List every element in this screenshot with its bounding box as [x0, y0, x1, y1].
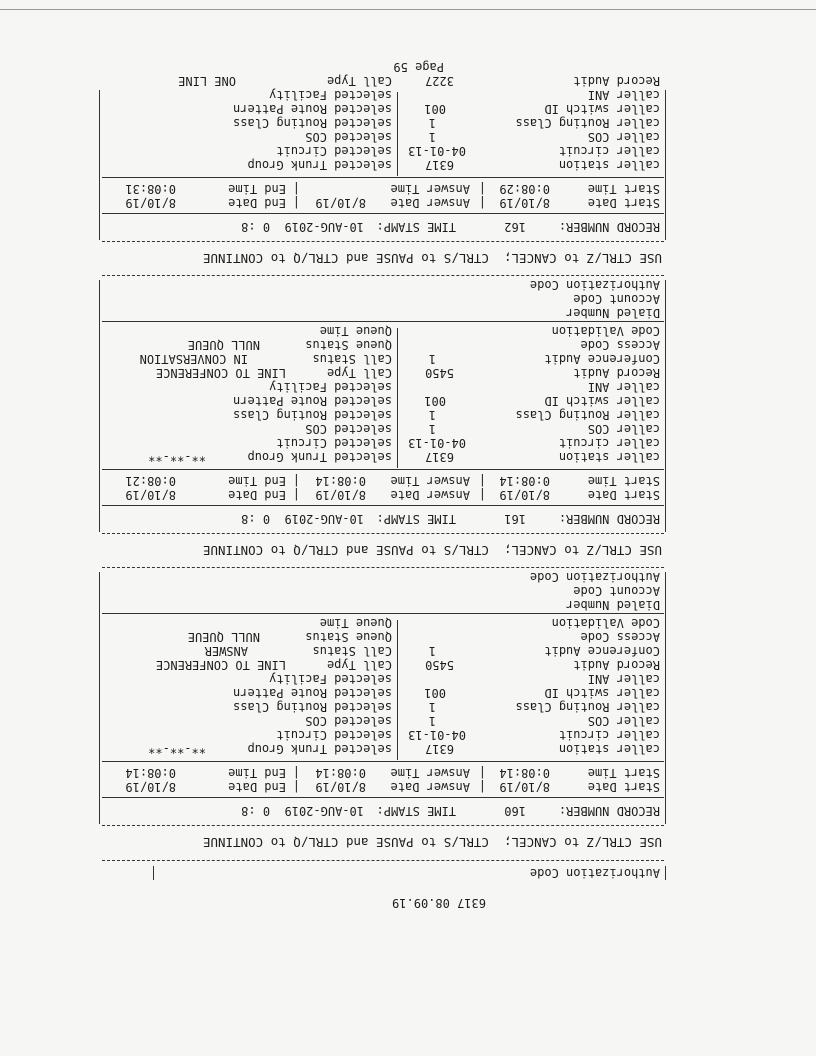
left-border	[665, 280, 666, 532]
call-status: IN CONVERSATION	[139, 352, 248, 366]
rule	[102, 505, 664, 506]
column-divider: |	[478, 196, 486, 210]
end-date: 8/10/19	[125, 780, 176, 794]
column-divider: |	[478, 182, 486, 196]
dashed-rule	[102, 275, 664, 276]
call-type: LINE TO CONFERENCE	[155, 366, 286, 380]
control-instructions: USE CTRL/Z to CANCEL; CTRL/S to PAUSE and CTRL/Q to CONTINUE	[202, 835, 662, 850]
answer-date-label: Answer Date	[390, 780, 470, 794]
caller-switch-id-label: caller switch ID	[544, 686, 660, 700]
time-stamp-label: TIME STAMP:	[376, 512, 456, 526]
end-time: 0:08:31	[125, 182, 176, 196]
control-instructions: USE CTRL/Z to CANCEL; CTRL/S to PAUSE and CTRL/Q to CONTINUE	[202, 543, 662, 558]
time-stamp: 10-AUG-2019 0 :8	[241, 512, 364, 526]
right-border	[99, 280, 100, 532]
conference-audit: 1	[428, 644, 436, 658]
selected-trunk-group-label: selected Trunk Group	[247, 742, 392, 756]
column-divider: |	[292, 780, 300, 794]
rule	[102, 613, 664, 614]
record-number: 161	[504, 512, 526, 526]
queue-time-label: Queue Time	[319, 324, 392, 338]
access-code-label: Access Code	[580, 630, 660, 644]
record-audit: 3227	[425, 74, 454, 88]
selected-facility-label: selected Facility	[269, 88, 392, 102]
left-border	[665, 572, 666, 824]
answer-time-label: Answer Time	[390, 766, 470, 780]
caller-cos-label: caller COS	[587, 130, 660, 144]
column-divider: |	[292, 488, 300, 502]
answer-time: 0:08:14	[315, 766, 366, 780]
selected-route-pattern-label: selected Route Pattern	[233, 102, 392, 116]
selected-routing-class-label: selected Routing Class	[233, 116, 392, 130]
page-number: Page 59	[393, 60, 444, 74]
end-date: 8/10/19	[125, 196, 176, 210]
column-divider	[397, 92, 398, 176]
start-time: 0:08:29	[499, 182, 550, 196]
queue-time-label: Queue Time	[319, 616, 392, 630]
column-divider: |	[292, 766, 300, 780]
selected-route-pattern-label: selected Route Pattern	[233, 686, 392, 700]
caller-circuit: 04-01-13	[408, 436, 466, 450]
scan-edge	[0, 9, 816, 10]
record-audit: 5450	[425, 658, 454, 672]
queue-status: NULL QUEUE	[187, 338, 260, 352]
rule	[102, 213, 664, 214]
selected-cos-label: selected COS	[305, 714, 392, 728]
caller-cos: 1	[428, 130, 436, 144]
call-type-label: Call Type	[326, 366, 392, 380]
queue-status-label: Queue Status	[305, 630, 392, 644]
caller-switch-id: 001	[424, 102, 446, 116]
time-stamp-label: TIME STAMP:	[376, 220, 456, 234]
dialed-number-label: Dialed Number	[566, 598, 660, 612]
dialed-number-label: Dialed Number	[566, 306, 660, 320]
start-date: 8/10/19	[499, 780, 550, 794]
caller-station-label: caller station	[558, 450, 660, 464]
caller-circuit: 04-01-13	[408, 728, 466, 742]
rule	[102, 761, 664, 762]
start-date-label: Start Date	[587, 780, 660, 794]
time-stamp-label: TIME STAMP:	[376, 804, 456, 818]
selected-trunk-group: **-**-**	[148, 450, 206, 464]
end-time-label: End Time	[228, 474, 286, 488]
selected-facility-label: selected Facility	[269, 380, 392, 394]
selected-circuit-label: selected Circuit	[276, 144, 392, 158]
rule	[102, 797, 664, 798]
caller-routing-class-label: caller Routing Class	[515, 116, 660, 130]
account-code-label: Account Code	[573, 292, 660, 306]
selected-facility-label: selected Facility	[269, 672, 392, 686]
column-divider: |	[478, 488, 486, 502]
dashed-rule	[102, 533, 664, 534]
caller-cos: 1	[428, 714, 436, 728]
record-audit-label: Record Audit	[573, 658, 660, 672]
right-border	[153, 866, 154, 880]
column-divider: |	[478, 780, 486, 794]
answer-date: 8/10/19	[315, 488, 366, 502]
start-date-label: Start Date	[587, 196, 660, 210]
caller-circuit-label: caller circuit	[558, 728, 660, 742]
caller-routing-class-label: caller Routing Class	[515, 700, 660, 714]
call-type-label: Call Type	[326, 658, 392, 672]
selected-cos-label: selected COS	[305, 130, 392, 144]
answer-date: 8/10/19	[315, 780, 366, 794]
call-type-label: Call Type	[326, 74, 392, 88]
end-time: 0:08:21	[125, 474, 176, 488]
record-audit: 5450	[425, 366, 454, 380]
start-time: 0:08:14	[499, 766, 550, 780]
caller-cos: 1	[428, 422, 436, 436]
selected-trunk-group-label: selected Trunk Group	[247, 450, 392, 464]
answer-date-label: Answer Date	[390, 488, 470, 502]
call-status-label: Call Status	[312, 644, 392, 658]
answer-time-label: Answer Time	[390, 474, 470, 488]
answer-date-label: Answer Date	[390, 196, 470, 210]
record-number: 160	[504, 804, 526, 818]
code-validation-label: Code Validation	[551, 324, 660, 338]
column-divider: |	[478, 766, 486, 780]
column-divider: |	[292, 182, 300, 196]
left-border	[665, 866, 666, 880]
caller-switch-id: 001	[424, 686, 446, 700]
caller-switch-id: 001	[424, 394, 446, 408]
end-time-label: End Time	[228, 766, 286, 780]
queue-status: NULL QUEUE	[187, 630, 260, 644]
account-code-label: Account Code	[573, 584, 660, 598]
authorization-code-label: Authorization Code	[529, 570, 660, 584]
column-divider: |	[292, 474, 300, 488]
queue-status-label: Queue Status	[305, 338, 392, 352]
time-stamp: 10-AUG-2019 0 :8	[241, 220, 364, 234]
code-validation-label: Code Validation	[551, 616, 660, 630]
caller-circuit-label: caller circuit	[558, 144, 660, 158]
column-divider: |	[292, 196, 300, 210]
caller-station: 6317	[425, 742, 454, 756]
end-date-label: End Date	[228, 488, 286, 502]
end-date-label: End Date	[228, 780, 286, 794]
selected-trunk-group: **-**-**	[148, 742, 206, 756]
selected-circuit-label: selected Circuit	[276, 728, 392, 742]
start-time-label: Start Time	[587, 474, 660, 488]
record-number: 162	[504, 220, 526, 234]
caller-circuit: 04-01-13	[408, 144, 466, 158]
record-audit-label: Record Audit	[573, 366, 660, 380]
left-border	[665, 90, 666, 240]
caller-station-label: caller station	[558, 742, 660, 756]
conference-audit-label: Conference Audit	[544, 644, 660, 658]
caller-station-label: caller station	[558, 158, 660, 172]
start-time: 0:08:14	[499, 474, 550, 488]
record-number-label: RECORD NUMBER:	[558, 804, 660, 818]
selected-routing-class-label: selected Routing Class	[233, 700, 392, 714]
conference-audit-label: Conference Audit	[544, 352, 660, 366]
start-date-label: Start Date	[587, 488, 660, 502]
right-border	[99, 572, 100, 824]
selected-routing-class-label: selected Routing Class	[233, 408, 392, 422]
selected-circuit-label: selected Circuit	[276, 436, 392, 450]
column-divider	[397, 620, 398, 760]
caller-routing-class: 1	[428, 700, 436, 714]
record-audit-label: Record Audit	[573, 74, 660, 88]
call-type: LINE TO CONFERENCE	[155, 658, 286, 672]
time-stamp: 10-AUG-2019 0 :8	[241, 804, 364, 818]
start-date: 8/10/19	[499, 196, 550, 210]
rule	[102, 177, 664, 178]
dashed-rule	[102, 860, 664, 861]
answer-time: 0:08:14	[315, 474, 366, 488]
caller-routing-class: 1	[428, 408, 436, 422]
end-time: 0:08:14	[125, 766, 176, 780]
selected-trunk-group-label: selected Trunk Group	[247, 158, 392, 172]
caller-ani-label: caller ANI	[587, 380, 660, 394]
authorization-code-label: Authorization Code	[529, 278, 660, 292]
selected-route-pattern-label: selected Route Pattern	[233, 394, 392, 408]
start-time-label: Start Time	[587, 182, 660, 196]
record-number-label: RECORD NUMBER:	[558, 220, 660, 234]
start-time-label: Start Time	[587, 766, 660, 780]
start-date: 8/10/19	[499, 488, 550, 502]
dashed-rule	[102, 567, 664, 568]
header-code: 6317 08.09.19	[392, 896, 486, 910]
call-status-label: Call Status	[312, 352, 392, 366]
call-status: ANSWER	[204, 644, 248, 658]
end-date: 8/10/19	[125, 488, 176, 502]
caller-cos-label: caller COS	[587, 422, 660, 436]
control-instructions: USE CTRL/Z to CANCEL; CTRL/S to PAUSE and CTRL/Q to CONTINUE	[202, 251, 662, 266]
caller-station: 6317	[425, 450, 454, 464]
right-border	[99, 90, 100, 240]
rule	[102, 469, 664, 470]
caller-switch-id-label: caller switch ID	[544, 394, 660, 408]
authorization-code-label: Authorization Code	[529, 866, 660, 880]
caller-circuit-label: caller circuit	[558, 436, 660, 450]
end-time-label: End Time	[228, 182, 286, 196]
column-divider	[397, 328, 398, 468]
caller-cos-label: caller COS	[587, 714, 660, 728]
caller-routing-class: 1	[428, 116, 436, 130]
caller-ani-label: caller ANI	[587, 88, 660, 102]
selected-cos-label: selected COS	[305, 422, 392, 436]
access-code-label: Access Code	[580, 338, 660, 352]
call-type: ONE LINE	[178, 74, 236, 88]
dashed-rule	[102, 241, 664, 242]
caller-routing-class-label: caller Routing Class	[515, 408, 660, 422]
caller-ani-label: caller ANI	[587, 672, 660, 686]
caller-station: 6317	[425, 158, 454, 172]
record-number-label: RECORD NUMBER:	[558, 512, 660, 526]
dashed-rule	[102, 825, 664, 826]
caller-switch-id-label: caller switch ID	[544, 102, 660, 116]
column-divider: |	[478, 474, 486, 488]
conference-audit: 1	[428, 352, 436, 366]
end-date-label: End Date	[228, 196, 286, 210]
answer-time-label: Answer Time	[390, 182, 470, 196]
answer-date: 8/10/19	[315, 196, 366, 210]
rule	[102, 321, 664, 322]
